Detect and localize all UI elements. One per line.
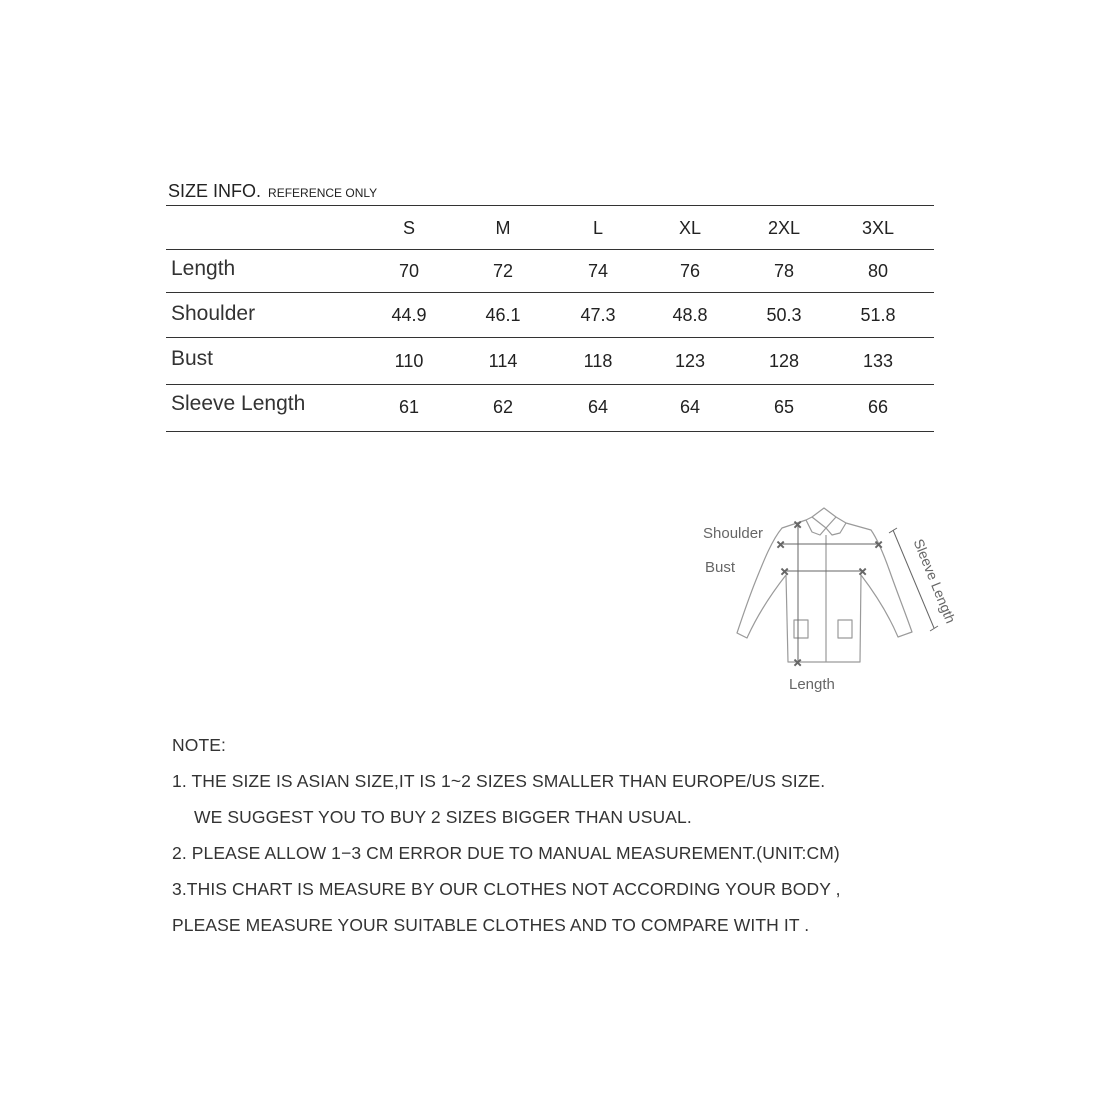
svg-text:×: × xyxy=(793,656,803,669)
table-cell: 51.8 xyxy=(860,305,896,325)
shirt-collar xyxy=(812,508,836,528)
size-header-2xl: 2XL xyxy=(767,218,801,238)
table-cell: 80 xyxy=(867,261,889,281)
row-label-length: Length xyxy=(171,257,236,280)
shirt-pocket-right xyxy=(838,620,852,638)
shirt-body-outline xyxy=(737,520,912,662)
note-heading: NOTE: xyxy=(172,735,226,755)
table-cell: 114 xyxy=(488,351,518,371)
size-header-xl: XL xyxy=(678,218,702,238)
table-cell: 64 xyxy=(587,397,609,417)
note-line-2: 2. PLEASE ALLOW 1−3 CM ERROR DUE TO MANUAL MEASUREMENT.(UNIT:CM) xyxy=(172,843,840,863)
svg-text:×: × xyxy=(793,518,803,531)
table-cell: 123 xyxy=(674,351,706,371)
row-label-bust: Bust xyxy=(171,347,214,370)
table-cell: 76 xyxy=(679,261,701,281)
row-label-shoulder: Shoulder xyxy=(171,302,256,325)
note-line-1b: WE SUGGEST YOU TO BUY 2 SIZES BIGGER THAN USUAL. xyxy=(194,807,692,827)
diagram-label-sleeve-length: Sleeve Length xyxy=(910,536,959,626)
svg-text:×: × xyxy=(780,565,790,578)
row-label-sleeve-length: Sleeve Length xyxy=(171,392,306,415)
table-cell: 72 xyxy=(492,261,514,281)
table-cell: 78 xyxy=(773,261,795,281)
table-cell: 48.8 xyxy=(672,305,708,325)
note-line-3: 3.THIS CHART IS MEASURE BY OUR CLOTHES NOT ACCORDING YOUR BODY , xyxy=(172,879,841,899)
table-rule-row2 xyxy=(166,337,934,338)
size-info-title xyxy=(168,181,377,202)
table-cell: 118 xyxy=(583,351,613,371)
table-rule-header xyxy=(166,249,934,250)
table-rule-top xyxy=(166,205,934,206)
shirt-pocket-left xyxy=(794,620,808,638)
table-cell: 70 xyxy=(398,261,420,281)
svg-text:×: × xyxy=(874,538,884,551)
diagram-label-shoulder: Shoulder xyxy=(703,525,764,542)
table-cell: 47.3 xyxy=(580,305,616,325)
svg-text:×: × xyxy=(858,565,868,578)
table-cell: 128 xyxy=(768,351,800,371)
table-rule-bottom xyxy=(166,431,934,432)
table-cell: 44.9 xyxy=(391,305,427,325)
note-line-3b: PLEASE MEASURE YOUR SUITABLE CLOTHES AND TO COMPARE WITH IT . xyxy=(172,915,810,935)
size-header-l: L xyxy=(592,218,604,238)
size-header-s: S xyxy=(402,218,416,238)
table-cell: 133 xyxy=(862,351,894,371)
reference-only-text: REFERENCE ONLY xyxy=(268,186,378,200)
shirt-collar-right xyxy=(826,517,846,535)
table-cell: 74 xyxy=(587,261,609,281)
table-rule-row1 xyxy=(166,292,934,293)
diagram-label-length: Length xyxy=(789,676,835,693)
table-rule-row3 xyxy=(166,384,934,385)
table-cell: 110 xyxy=(394,351,424,371)
table-cell: 46.1 xyxy=(485,305,521,325)
table-cell: 62 xyxy=(492,397,514,417)
title-text: SIZE INFO. xyxy=(168,181,262,201)
size-header-3xl: 3XL xyxy=(861,218,895,238)
table-cell: 65 xyxy=(773,397,795,417)
table-cell: 64 xyxy=(679,397,701,417)
diagram-label-bust: Bust xyxy=(705,559,736,576)
size-header-m: M xyxy=(495,218,511,238)
table-cell: 50.3 xyxy=(766,305,802,325)
svg-text:×: × xyxy=(776,538,786,551)
table-cell: 61 xyxy=(398,397,420,417)
note-line-1: 1. THE SIZE IS ASIAN SIZE,IT IS 1~2 SIZES SMALLER THAN EUROPE/US SIZE. xyxy=(172,771,826,791)
table-cell: 66 xyxy=(867,397,889,417)
